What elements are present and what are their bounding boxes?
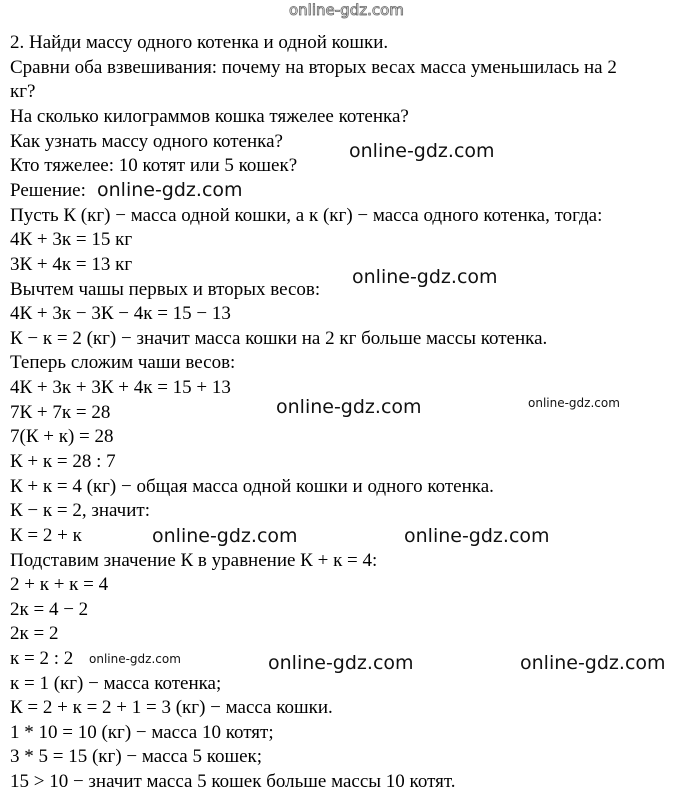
solution-line: 2к = 4 − 2	[10, 599, 89, 620]
solution-line: К − к = 2 (кг) − значит масса кошки на 2 кг больше массы котенка.	[10, 328, 548, 349]
solution-line: Теперь сложим чаши весов:	[10, 352, 236, 373]
solution-line: 2к = 2	[10, 623, 59, 644]
solution-line: 4К + 3к = 15 кг	[10, 229, 133, 250]
watermark-top: online-gdz.com	[289, 1, 404, 19]
solution-line: 2 + к + к = 4	[10, 574, 109, 595]
solution-line: Подставим значение К в уравнение К + к = 4:	[10, 550, 378, 571]
solution-line: К + к = 4 (кг) − общая масса одной кошки и одного котенка.	[10, 476, 494, 497]
task-title: 2. Найди массу одного котенка и одной кошки.	[10, 32, 389, 53]
solution-line: Пусть К (кг) − масса одной кошки, а к (кг) − масса одного котенка, тогда:	[10, 205, 603, 226]
solution-line: 7К + 7к = 28	[10, 402, 111, 423]
question-line-1b: кг?	[10, 81, 36, 102]
watermark: online-gdz.com	[520, 652, 666, 674]
watermark: online-gdz.com	[528, 396, 620, 410]
solution-line: 7(К + к) = 28	[10, 426, 114, 447]
solution-line: к = 2 : 2	[10, 648, 74, 669]
solution-line: 4К + 3к + 3К + 4к = 15 + 13	[10, 377, 231, 398]
solution-line: К + к = 28 : 7	[10, 451, 116, 472]
watermark: online-gdz.com	[268, 652, 414, 674]
solution-line: 3К + 4к = 13 кг	[10, 254, 133, 275]
solution-line: Вычтем чашы первых и вторых весов:	[10, 279, 321, 300]
solution-line: 15 > 10 − значит масса 5 кошек больше массы 10 котят.	[10, 771, 456, 792]
solution-line: К = 2 + к = 2 + 1 = 3 (кг) − масса кошки.	[10, 697, 333, 718]
question-line-2: На сколько килограммов кошка тяжелее котенка?	[10, 106, 409, 127]
solution-heading: Решение:	[10, 180, 86, 201]
watermark: online-gdz.com	[152, 525, 298, 547]
watermark: online-gdz.com	[404, 525, 550, 547]
solution-line: К = 2 + к	[10, 525, 82, 546]
question-line-1: Сравни оба взвешивания: почему на вторых весах масса уменьшилась на 2	[10, 57, 617, 78]
watermark: online-gdz.com	[97, 179, 243, 201]
question-line-4: Кто тяжелее: 10 котят или 5 кошек?	[10, 155, 298, 176]
solution-line: к = 1 (кг) − масса котенка;	[10, 673, 222, 694]
solution-line: 4К + 3к − 3К − 4к = 15 − 13	[10, 303, 231, 324]
watermark: online-gdz.com	[276, 396, 422, 418]
question-line-3: Как узнать массу одного котенка?	[10, 131, 283, 152]
watermark: online-gdz.com	[89, 652, 181, 666]
watermark: online-gdz.com	[349, 140, 495, 162]
watermark: online-gdz.com	[352, 266, 498, 288]
solution-line: 3 * 5 = 15 (кг) − масса 5 кошек;	[10, 746, 263, 767]
solution-line: К − к = 2, значит:	[10, 500, 150, 521]
solution-line: 1 * 10 = 10 (кг) − масса 10 котят;	[10, 722, 274, 743]
